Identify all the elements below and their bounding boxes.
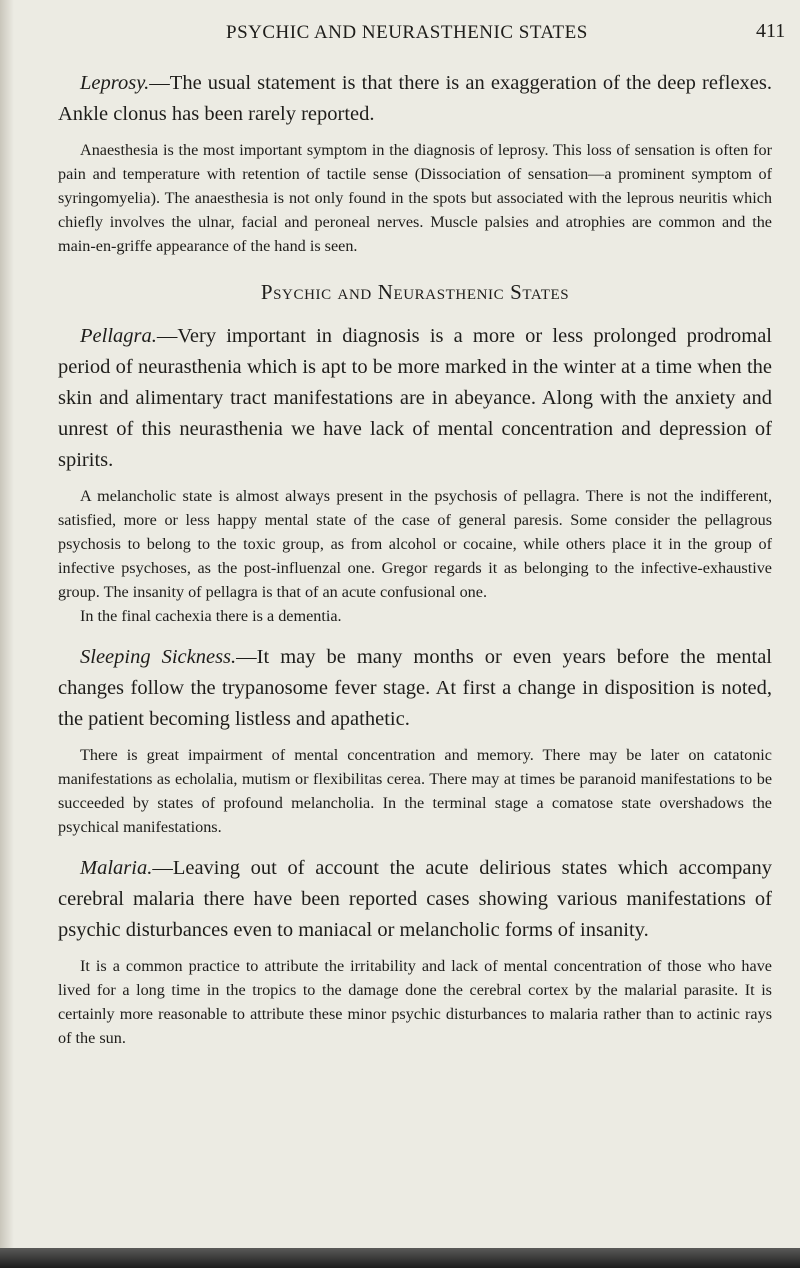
- running-head: [0, 22, 800, 46]
- page-gutter-shadow: [0, 0, 14, 1268]
- page-number: 411: [756, 20, 786, 42]
- pellagra-detail-paragraph: A melancholic state is almost always present in the psychosis of pellagra. There is not the indifferent, satisfied, more or less happy mental state of the case of general paresis. Some consider the pellagrous psychosis to belong to the toxic group, as from alcohol or cocaine, while others place it in the group of infective psychoses, as the post-influenzal one. Gregor regards it as belonging to the infective-exhaustive group. The insanity of pellagra is that of an acute confusional one.: [58, 487, 772, 601]
- sleeping-sickness-lead-text: —It may be many months or even years before the mental changes follow the trypanosome fever stage. At first a change in disposition is noted, the patient becoming listless and apathetic.: [58, 646, 772, 730]
- section-heading: Psychic and Neurasthenic States: [260, 280, 570, 304]
- pellagra-heading: Pellagra.: [80, 325, 157, 347]
- running-title: PSYCHIC AND NEURASTHENIC STATES: [226, 22, 588, 43]
- leprosy-lead-paragraph: [58, 68, 772, 130]
- sleeping-sickness-heading: Sleeping Sickness.: [80, 646, 237, 668]
- malaria-heading: Malaria.: [80, 857, 153, 879]
- sleeping-sickness-detail-paragraph: There is great impairment of mental concentration and memory. There may be later on catatonic manifestations as echolalia, mutism or flexibilitas cerea. There may at times be paranoid manifestations to be succeeded by states of profound melancholia. In the terminal stage a comatose state overshadows the psychical manifestations.: [58, 746, 772, 836]
- leprosy-detail-paragraph: Anaesthesia is the most important symptom in the diagnosis of leprosy. This loss of sensation is often for pain and temperature with retention of tactile sense (Dissociation of sensation—a prominent symptom of syringomyelia). The anaesthesia is not only found in the spots but associated with the leprous neuritis which chiefly involves the ulnar, facial and peroneal nerves. Muscle palsies and atrophies are common and the main-en-griffe appearance of the hand is seen.: [58, 141, 772, 255]
- pellagra-detail-paragraph-2: In the final cachexia there is a dementia.: [80, 607, 342, 625]
- page-bottom-edge: [0, 1248, 800, 1268]
- pellagra-lead-paragraph: [58, 321, 772, 476]
- pellagra-lead-text: —Very important in diagnosis is a more or less prolonged prodromal period of neurasthenia which is apt to be more marked in the winter at a time when the skin and alimentary tract manifestations are in abeyance. Along with the anxiety and unrest of this neurasthenia we have lack of mental concentration and depression of spirits.: [58, 325, 772, 471]
- body-text: [58, 68, 772, 1050]
- leprosy-heading: Leprosy.: [80, 72, 150, 94]
- malaria-lead-paragraph: [58, 853, 772, 946]
- malaria-lead-text: —Leaving out of account the acute delirious states which accompany cerebral malaria there have been reported cases showing various manifestations of psychic disturbances even to maniacal or melancholic forms of insanity.: [58, 857, 772, 941]
- malaria-detail-paragraph: It is a common practice to attribute the irritability and lack of mental concentration of those who have lived for a long time in the tropics to the damage done the cerebral cortex by the malarial parasite. It is certainly more reasonable to attribute these minor psychic disturbances to malaria rather than to actinic rays of the sun.: [58, 957, 772, 1047]
- leprosy-lead-text: —The usual statement is that there is an exaggeration of the deep reflexes. Ankle clonus has been rarely reported.: [58, 72, 772, 125]
- sleeping-sickness-lead-paragraph: [58, 642, 772, 735]
